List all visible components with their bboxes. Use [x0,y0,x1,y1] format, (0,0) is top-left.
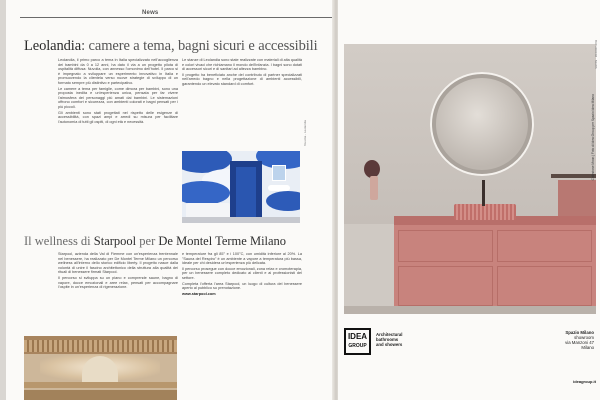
photo-caption: Nuvolia - Leolandia [303,120,307,146]
mirror [272,165,286,181]
drawer [497,230,592,262]
logo-line-1: IDEA [347,332,368,341]
article2-prefix: Il wellness di [24,234,94,248]
logo-line-2: GROUP [348,343,367,349]
vase [370,176,378,200]
wave-decor [266,191,300,211]
floor [182,217,300,223]
showroom-info [534,330,594,350]
article1-headline [24,38,318,55]
section-tag: News [142,10,159,16]
paragraph: Gli ambienti sono stati progettati nel rispetto delle esigenze di accessibilità, con spazi ampi e arredi su misura per facilitare l'autonomia di tutti gli ospiti, di ogni età e necessità. [58,110,178,124]
right-page [338,0,600,400]
website-link[interactable]: ideagroup.it [573,379,596,384]
paragraph: e temperature fra gli 85° e i 100°C, con umidità inferiore al 20%. La "Sauna del Respiro" è un ambiente a vapore a temperatura più bassa, ideale per chi desidera un'esperienza più delicata. [182,252,302,266]
article2-middle: per [136,234,159,248]
paragraph: Starpool, azienda della Val di Fiemme con un'esperienza trentennale nel benessere, ha realizzato per De Montel Terme Milano un percorso wellness all'interno dello storico edificio liberty. Il progetto nasce dalla volontà di unire il fascino architettonico della struttura alla qualità dei rituali di benessere firmati Starpool. [58,252,178,275]
article1-column-a [58,58,178,235]
bench [24,390,177,400]
wave-decor [182,181,230,205]
tagline-line: and showers [376,342,403,347]
article1-column-b [182,58,302,148]
fluted-basin [454,204,516,220]
hero-caption: Collezione Moon | Foto di Idea Group per Spazio Idea Milano [591,94,595,181]
kids-bathroom-photo [182,151,300,223]
paragraph: Il progetto ha beneficiato anche del contributo di partner specializzati nell'arredo bagno e nella progettazione di ambienti accessibili, garantendo un elevato standard di comfort. [182,72,302,86]
showroom-line: showroom [574,335,594,340]
idea-group-logo [344,328,371,355]
article1-title-rest: : camere a tema, bagni sicuri e accessibili [81,38,318,54]
drawer [398,266,493,306]
shelf [551,174,596,178]
paragraph: Completa l'offerta l'area Starpool, un luogo di cultura del benessere aperto al pubblico su prenotazione. [182,281,302,291]
ad-footer [344,326,596,362]
drawer [398,230,493,262]
sink [268,185,290,191]
folio: BATHROOM · NEWS [594,40,598,69]
showroom-line: via Manzoni 47 [565,340,594,345]
article2-brand: Starpool [93,234,137,248]
wood-slats [24,340,177,352]
paragraph: Le stanze di Leolandia sono state realizzate con materiali di alta qualità e colori vivaci che richiamano il mondo dell'infanzia. I bagni sono dotati di accessori sicuri e di sanitari ad altezza bambino. [182,58,302,72]
paragraph: Il percorso prosegue con docce emozionali, zona relax e cromoterapia, per un benessere completo dedicato ai clienti e ai professionisti del settore. [182,266,302,280]
paragraph: Le camere a tema per famiglie, come dimora per bambini, sono una proposta inedita e un'esperienza unica, pensata per far vivere l'atmosfera dei personaggi più amati dai bambini. Le sistemazioni offrono comfort e sicurezza, con ambienti colorati e bagni pensati per i più piccoli. [58,86,178,109]
tagline-line: Architectural [376,332,403,337]
bathroom-ad-photo [344,44,596,314]
drawer [497,266,592,306]
top-rule [20,17,332,18]
bench [24,382,177,388]
article2-partner: De Montel Terme Milano [158,234,287,248]
website-link[interactable]: www.starpool.com [182,291,216,296]
ad-tagline [376,332,436,347]
faucet [482,180,485,206]
door [236,167,256,217]
showroom-line: Milano [581,345,594,350]
left-page [6,0,336,400]
article1-brand: Leolandia [24,38,82,54]
floor [344,306,596,314]
article2-column-d [182,252,302,378]
tagline-line: bathrooms [376,337,399,342]
paragraph: Il percorso si sviluppa su un piano e comprende saune, bagno di vapore, docce emozionali e aree relax, pensati per accompagnare l'ospite in un'esperienza di rigenerazione. [58,275,178,290]
article2-column-c [58,252,178,334]
mirror-ring [430,72,534,176]
arch [82,356,118,384]
paragraph: Leolandia, il primo parco a tema in Italia specializzato nell'accoglienza dei bambini da 0 a 12 anni, ha dato il via a un progetto pilota di ospitalità diffusa: Nuvolia, con annesso l'omonimo dell'hotel. Il parco si è impegnato a sviluppare un esperimento innovativo in Italia e promuovendo la clientela verso nuove strategie di sviluppo di un formato sempre più distintivo e partecipativo. [58,58,178,85]
article2-headline [24,234,286,249]
wellness-photo [24,336,177,400]
showroom-title: Spazio Milano [565,330,594,335]
